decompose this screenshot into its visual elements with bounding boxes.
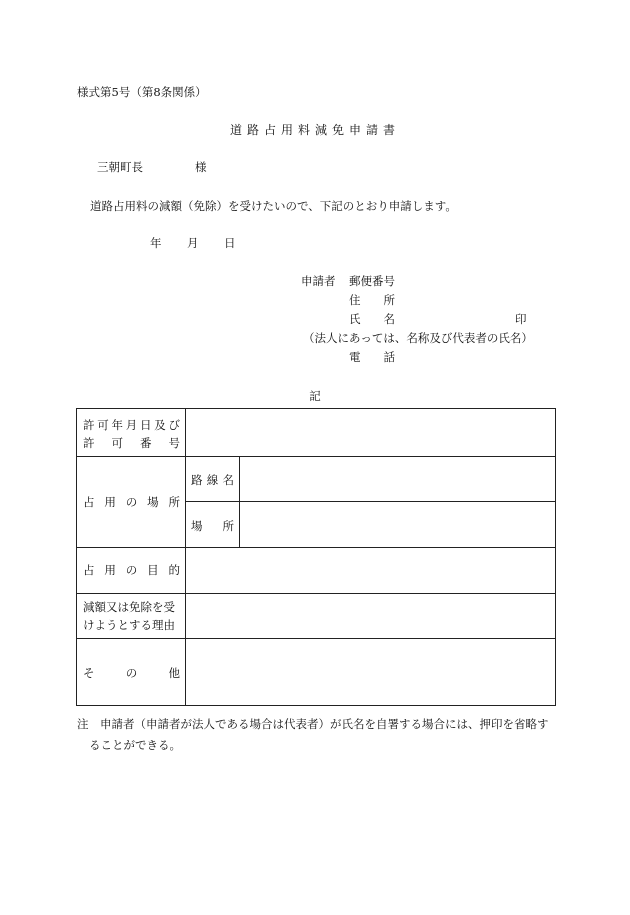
- label-column-divider: [185, 409, 186, 705]
- row-divider: [77, 547, 555, 548]
- label-char: 及: [154, 418, 166, 432]
- applicant-note: （法人にあっては、名称及び代表者の氏名）: [303, 331, 533, 345]
- application-table: [76, 408, 556, 706]
- label-char: 日: [140, 418, 152, 432]
- address-char: 住: [349, 293, 361, 307]
- label-char: 的: [168, 563, 180, 577]
- phone-char: 電: [349, 350, 361, 364]
- reason-label-line2: けようとする理由: [83, 618, 175, 632]
- label-char: 用: [104, 495, 116, 509]
- phone-char: 話: [383, 350, 395, 364]
- label-char: 占: [83, 495, 95, 509]
- label-char: 所: [168, 495, 180, 509]
- date-year: 年: [150, 236, 162, 250]
- label-char: 年: [111, 418, 123, 432]
- label-char: 目: [147, 563, 159, 577]
- other-label: [83, 665, 180, 681]
- label-char: 番: [140, 436, 152, 450]
- label-char: の: [125, 495, 138, 509]
- ki-heading: 記: [309, 389, 321, 403]
- label-char: の: [125, 666, 138, 680]
- label-char: 可: [111, 436, 123, 450]
- label-char: 占: [83, 563, 95, 577]
- recipient-name: 三朝町長: [97, 160, 143, 174]
- label-char: 可: [97, 418, 109, 432]
- location-label: [83, 494, 180, 510]
- label-char: 路: [191, 473, 203, 487]
- label-char: 場: [147, 495, 159, 509]
- label-char: 場: [191, 519, 203, 533]
- label-char: そ: [83, 666, 95, 680]
- seal-mark: 印: [515, 312, 527, 326]
- recipient-honorific: 様: [195, 160, 207, 174]
- intro-text: 道路占用料の減額（免除）を受けたいので、下記のとおり申請します。: [90, 199, 457, 213]
- permit-date-label: [83, 417, 180, 433]
- purpose-label: [83, 562, 180, 578]
- permit-number-label: [83, 435, 180, 451]
- label-char: 許: [83, 418, 95, 432]
- place-label: [191, 518, 234, 534]
- reason-label-line1: 減額又は免除を受: [83, 600, 175, 614]
- label-char: の: [125, 563, 138, 577]
- label-char: 所: [222, 519, 234, 533]
- applicant-postal-label: 郵便番号: [349, 274, 395, 288]
- applicant-label: 申請者: [301, 274, 336, 288]
- label-char: 許: [83, 436, 95, 450]
- label-char: 線: [206, 473, 219, 487]
- row-divider: [77, 638, 555, 639]
- date-month: 月: [187, 236, 199, 250]
- label-char: 月: [125, 418, 138, 432]
- date-day: 日: [224, 236, 236, 250]
- applicant-address-label: [349, 292, 395, 308]
- label-char: 名: [222, 473, 234, 487]
- date-line: [150, 235, 261, 251]
- sub-label-column-divider: [239, 456, 240, 547]
- row-divider: [77, 593, 555, 594]
- route-name-label: [191, 472, 234, 488]
- form-number: 様式第5号（第8条関係）: [77, 85, 207, 99]
- footnote-line1: 注 申請者（申請者が法人である場合は代表者）が氏名を自署する場合には、押印を省略す: [77, 717, 549, 731]
- document-title: 道路占用料減免申請書: [229, 123, 400, 137]
- name-char: 名: [383, 312, 395, 326]
- applicant-phone-label: [349, 349, 395, 365]
- label-char: 号: [168, 436, 180, 450]
- applicant-name-label: [349, 311, 395, 327]
- address-char: 所: [383, 293, 395, 307]
- row-divider: [77, 456, 555, 457]
- sub-row-divider: [186, 501, 555, 502]
- label-char: 他: [168, 666, 180, 680]
- footnote-line2: ることができる。: [89, 738, 181, 752]
- label-char: び: [168, 418, 180, 432]
- name-char: 氏: [349, 312, 361, 326]
- label-char: 用: [104, 563, 116, 577]
